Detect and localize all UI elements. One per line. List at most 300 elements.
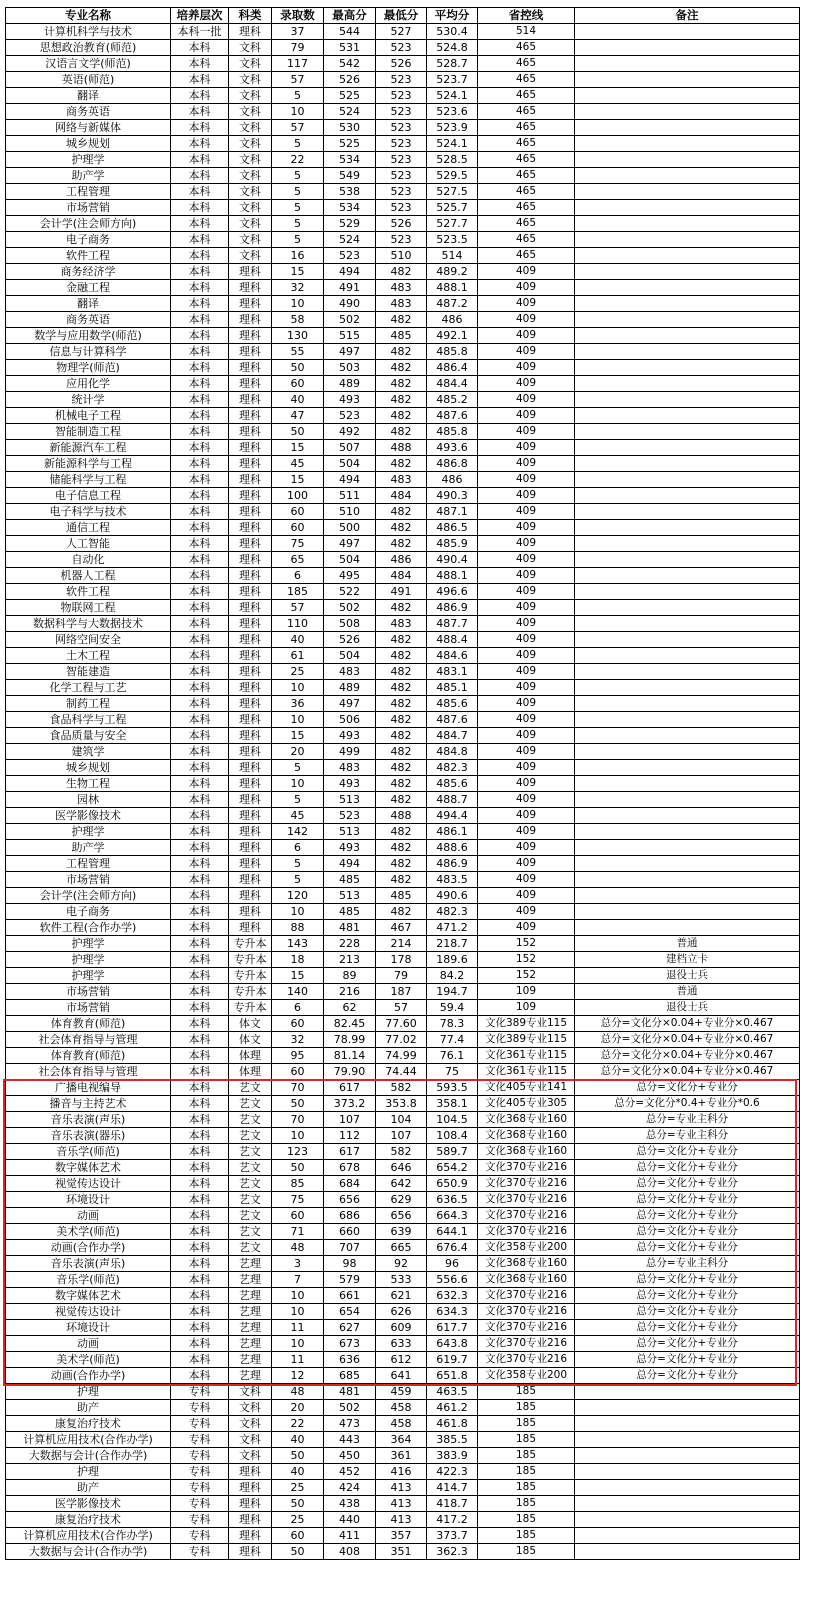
cell-max-score: 654 (324, 1304, 376, 1320)
cell-remarks (575, 712, 800, 728)
cell-control-line: 409 (478, 616, 575, 632)
cell-max-score: 678 (324, 1160, 376, 1176)
cell-control-line: 465 (478, 40, 575, 56)
cell-category: 理科 (229, 872, 272, 888)
cell-max-score: 617 (324, 1080, 376, 1096)
cell-max-score: 373.2 (324, 1096, 376, 1112)
cell-major: 生物工程 (6, 776, 171, 792)
cell-category: 理科 (229, 1496, 272, 1512)
cell-remarks (575, 840, 800, 856)
cell-category: 理科 (229, 280, 272, 296)
cell-min-score: 459 (376, 1384, 427, 1400)
cell-max-score: 438 (324, 1496, 376, 1512)
cell-major: 工程管理 (6, 184, 171, 200)
table-row (6, 1160, 800, 1176)
cell-control-line: 465 (478, 152, 575, 168)
cell-avg-score: 490.4 (427, 552, 478, 568)
cell-min-score: 485 (376, 888, 427, 904)
cell-major: 储能科学与工程 (6, 472, 171, 488)
cell-min-score: 482 (376, 824, 427, 840)
cell-remarks (575, 152, 800, 168)
cell-min-score: 187 (376, 984, 427, 1000)
cell-avg-score: 650.9 (427, 1176, 478, 1192)
cell-max-score: 485 (324, 872, 376, 888)
cell-level: 本科 (171, 232, 229, 248)
cell-admitted: 100 (272, 488, 324, 504)
table-row (6, 552, 800, 568)
cell-avg-score: 643.8 (427, 1336, 478, 1352)
cell-remarks (575, 104, 800, 120)
cell-control-line: 409 (478, 552, 575, 568)
cell-avg-score: 632.3 (427, 1288, 478, 1304)
header-min-score: 最低分 (376, 8, 427, 24)
cell-category: 理科 (229, 392, 272, 408)
cell-max-score: 502 (324, 312, 376, 328)
cell-avg-score: 664.3 (427, 1208, 478, 1224)
cell-major: 商务英语 (6, 312, 171, 328)
cell-level: 本科 (171, 1176, 229, 1192)
cell-max-score: 490 (324, 296, 376, 312)
cell-level: 本科 (171, 1064, 229, 1080)
cell-min-score: 413 (376, 1496, 427, 1512)
cell-admitted: 10 (272, 1128, 324, 1144)
cell-remarks: 总分=文化分+专业分 (575, 1144, 800, 1160)
table-row (6, 1288, 800, 1304)
cell-max-score: 513 (324, 888, 376, 904)
cell-control-line: 152 (478, 968, 575, 984)
cell-remarks (575, 648, 800, 664)
cell-max-score: 525 (324, 136, 376, 152)
cell-max-score: 494 (324, 264, 376, 280)
cell-major: 动画 (6, 1208, 171, 1224)
cell-major: 人工智能 (6, 536, 171, 552)
cell-remarks (575, 200, 800, 216)
cell-control-line: 465 (478, 120, 575, 136)
cell-control-line: 409 (478, 904, 575, 920)
cell-control-line: 409 (478, 392, 575, 408)
table-row (6, 984, 800, 1000)
cell-min-score: 482 (376, 504, 427, 520)
cell-major: 数字媒体艺术 (6, 1160, 171, 1176)
cell-remarks: 普通 (575, 984, 800, 1000)
cell-admitted: 5 (272, 168, 324, 184)
cell-admitted: 70 (272, 1080, 324, 1096)
cell-min-score: 458 (376, 1416, 427, 1432)
cell-control-line: 409 (478, 344, 575, 360)
cell-level: 专科 (171, 1544, 229, 1560)
cell-admitted: 47 (272, 408, 324, 424)
cell-min-score: 485 (376, 328, 427, 344)
cell-max-score: 452 (324, 1464, 376, 1480)
cell-admitted: 36 (272, 696, 324, 712)
cell-max-score: 481 (324, 1384, 376, 1400)
cell-major: 助产 (6, 1480, 171, 1496)
cell-category: 理科 (229, 552, 272, 568)
table-row (6, 632, 800, 648)
cell-remarks (575, 280, 800, 296)
cell-max-score: 538 (324, 184, 376, 200)
cell-level: 本科 (171, 1352, 229, 1368)
table-row (6, 392, 800, 408)
cell-level: 本科 (171, 40, 229, 56)
cell-major: 音乐表演(器乐) (6, 1128, 171, 1144)
cell-level: 本科 (171, 728, 229, 744)
cell-avg-score: 488.1 (427, 280, 478, 296)
cell-admitted: 110 (272, 616, 324, 632)
cell-max-score: 497 (324, 696, 376, 712)
cell-max-score: 112 (324, 1128, 376, 1144)
cell-level: 本科 (171, 1080, 229, 1096)
cell-level: 本科 (171, 1208, 229, 1224)
cell-max-score: 408 (324, 1544, 376, 1560)
cell-avg-score: 488.4 (427, 632, 478, 648)
header-avg-score: 平均分 (427, 8, 478, 24)
table-row (6, 1192, 800, 1208)
cell-max-score: 216 (324, 984, 376, 1000)
cell-category: 文科 (229, 1400, 272, 1416)
cell-level: 本科 (171, 168, 229, 184)
table-row (6, 488, 800, 504)
table-row (6, 856, 800, 872)
cell-remarks (575, 24, 800, 40)
cell-remarks (575, 1448, 800, 1464)
cell-max-score: 489 (324, 680, 376, 696)
table-row (6, 920, 800, 936)
cell-min-score: 523 (376, 152, 427, 168)
cell-category: 艺文 (229, 1160, 272, 1176)
cell-max-score: 497 (324, 536, 376, 552)
cell-major: 会计学(注会师方向) (6, 216, 171, 232)
cell-avg-score: 484.8 (427, 744, 478, 760)
cell-category: 理科 (229, 680, 272, 696)
cell-category: 艺理 (229, 1288, 272, 1304)
cell-level: 本科 (171, 584, 229, 600)
cell-avg-score: 108.4 (427, 1128, 478, 1144)
cell-control-line: 文化370专业216 (478, 1352, 575, 1368)
cell-category: 理科 (229, 600, 272, 616)
cell-admitted: 50 (272, 424, 324, 440)
cell-max-score: 491 (324, 280, 376, 296)
cell-remarks: 退役士兵 (575, 1000, 800, 1016)
cell-major: 电子商务 (6, 232, 171, 248)
cell-max-score: 504 (324, 648, 376, 664)
cell-remarks (575, 1528, 800, 1544)
cell-level: 本科 (171, 120, 229, 136)
cell-major: 土木工程 (6, 648, 171, 664)
cell-remarks (575, 296, 800, 312)
cell-major: 美术学(师范) (6, 1352, 171, 1368)
cell-major: 助产学 (6, 168, 171, 184)
cell-control-line: 409 (478, 760, 575, 776)
cell-control-line: 文化370专业216 (478, 1304, 575, 1320)
cell-min-score: 523 (376, 184, 427, 200)
cell-admitted: 10 (272, 1288, 324, 1304)
table-row (6, 1176, 800, 1192)
cell-category: 文科 (229, 1384, 272, 1400)
cell-level: 本科 (171, 680, 229, 696)
cell-major: 体育教育(师范) (6, 1016, 171, 1032)
cell-remarks (575, 600, 800, 616)
cell-control-line: 文化389专业115 (478, 1032, 575, 1048)
cell-avg-score: 619.7 (427, 1352, 478, 1368)
cell-category: 文科 (229, 1432, 272, 1448)
cell-level: 本科 (171, 296, 229, 312)
cell-level: 本科 (171, 344, 229, 360)
cell-admitted: 71 (272, 1224, 324, 1240)
cell-min-score: 523 (376, 40, 427, 56)
cell-avg-score: 418.7 (427, 1496, 478, 1512)
table-row (6, 728, 800, 744)
cell-avg-score: 485.1 (427, 680, 478, 696)
cell-min-score: 482 (376, 600, 427, 616)
cell-category: 理科 (229, 584, 272, 600)
cell-remarks (575, 216, 800, 232)
cell-max-score: 524 (324, 232, 376, 248)
cell-major: 电子商务 (6, 904, 171, 920)
cell-admitted: 32 (272, 280, 324, 296)
cell-max-score: 497 (324, 344, 376, 360)
cell-max-score: 489 (324, 376, 376, 392)
cell-remarks (575, 1480, 800, 1496)
cell-level: 专科 (171, 1448, 229, 1464)
cell-category: 文科 (229, 104, 272, 120)
cell-category: 理科 (229, 904, 272, 920)
cell-level: 本科 (171, 648, 229, 664)
table-body (6, 24, 800, 1560)
cell-category: 艺文 (229, 1128, 272, 1144)
cell-avg-score: 617.7 (427, 1320, 478, 1336)
table-row (6, 760, 800, 776)
cell-admitted: 10 (272, 904, 324, 920)
cell-level: 本科 (171, 88, 229, 104)
table-row (6, 1336, 800, 1352)
cell-admitted: 79 (272, 40, 324, 56)
cell-major: 计算机科学与技术 (6, 24, 171, 40)
cell-max-score: 617 (324, 1144, 376, 1160)
cell-avg-score: 524.8 (427, 40, 478, 56)
cell-category: 艺文 (229, 1224, 272, 1240)
cell-admitted: 57 (272, 120, 324, 136)
cell-category: 文科 (229, 56, 272, 72)
cell-max-score: 684 (324, 1176, 376, 1192)
cell-min-score: 523 (376, 136, 427, 152)
cell-avg-score: 492.1 (427, 328, 478, 344)
cell-category: 理科 (229, 728, 272, 744)
cell-min-score: 656 (376, 1208, 427, 1224)
cell-level: 本科 (171, 536, 229, 552)
cell-min-score: 482 (376, 664, 427, 680)
cell-remarks (575, 168, 800, 184)
cell-remarks (575, 120, 800, 136)
table-row (6, 648, 800, 664)
cell-remarks (575, 824, 800, 840)
cell-min-score: 642 (376, 1176, 427, 1192)
cell-level: 本科 (171, 104, 229, 120)
cell-remarks (575, 1544, 800, 1560)
cell-level: 本科 (171, 552, 229, 568)
cell-level: 本科 (171, 520, 229, 536)
cell-remarks (575, 456, 800, 472)
cell-level: 本科 (171, 488, 229, 504)
cell-admitted: 45 (272, 808, 324, 824)
cell-admitted: 50 (272, 1448, 324, 1464)
cell-category: 艺文 (229, 1176, 272, 1192)
cell-major: 会计学(注会师方向) (6, 888, 171, 904)
cell-admitted: 7 (272, 1272, 324, 1288)
cell-level: 专科 (171, 1384, 229, 1400)
table-row (6, 280, 800, 296)
cell-avg-score: 485.8 (427, 424, 478, 440)
cell-level: 本科 (171, 888, 229, 904)
table-row (6, 600, 800, 616)
cell-min-score: 482 (376, 520, 427, 536)
cell-min-score: 467 (376, 920, 427, 936)
table-row (6, 1400, 800, 1416)
table-row (6, 56, 800, 72)
cell-admitted: 10 (272, 712, 324, 728)
cell-category: 艺理 (229, 1368, 272, 1384)
cell-avg-score: 78.3 (427, 1016, 478, 1032)
cell-major: 制药工程 (6, 696, 171, 712)
cell-major: 护理学 (6, 824, 171, 840)
cell-major: 城乡规划 (6, 760, 171, 776)
table-row (6, 616, 800, 632)
cell-major: 环境设计 (6, 1320, 171, 1336)
cell-admitted: 5 (272, 216, 324, 232)
cell-level: 本科 (171, 136, 229, 152)
cell-min-score: 482 (376, 776, 427, 792)
table-row (6, 1096, 800, 1112)
cell-min-score: 526 (376, 56, 427, 72)
cell-control-line: 409 (478, 824, 575, 840)
table-row (6, 72, 800, 88)
cell-max-score: 62 (324, 1000, 376, 1016)
cell-category: 艺文 (229, 1096, 272, 1112)
cell-major: 机械电子工程 (6, 408, 171, 424)
cell-major: 机器人工程 (6, 568, 171, 584)
cell-max-score: 504 (324, 552, 376, 568)
cell-avg-score: 486.9 (427, 600, 478, 616)
cell-category: 理科 (229, 264, 272, 280)
cell-category: 理科 (229, 712, 272, 728)
cell-category: 理科 (229, 856, 272, 872)
cell-max-score: 673 (324, 1336, 376, 1352)
cell-category: 艺文 (229, 1240, 272, 1256)
cell-admitted: 20 (272, 1400, 324, 1416)
cell-max-score: 499 (324, 744, 376, 760)
cell-admitted: 22 (272, 152, 324, 168)
cell-avg-score: 362.3 (427, 1544, 478, 1560)
cell-category: 文科 (229, 1448, 272, 1464)
cell-admitted: 10 (272, 1336, 324, 1352)
cell-min-score: 353.8 (376, 1096, 427, 1112)
cell-min-score: 482 (376, 744, 427, 760)
cell-control-line: 文化358专业200 (478, 1368, 575, 1384)
cell-min-score: 482 (376, 648, 427, 664)
table-row (6, 360, 800, 376)
cell-level: 本科 (171, 1144, 229, 1160)
cell-avg-score: 528.5 (427, 152, 478, 168)
cell-remarks (575, 536, 800, 552)
cell-major: 播音与主持艺术 (6, 1096, 171, 1112)
cell-major: 工程管理 (6, 856, 171, 872)
table-row (6, 152, 800, 168)
cell-avg-score: 383.9 (427, 1448, 478, 1464)
cell-major: 软件工程 (6, 584, 171, 600)
cell-level: 本科 (171, 200, 229, 216)
cell-level: 本科 (171, 712, 229, 728)
cell-category: 理科 (229, 776, 272, 792)
cell-control-line: 文化368专业160 (478, 1272, 575, 1288)
cell-major: 建筑学 (6, 744, 171, 760)
cell-category: 理科 (229, 536, 272, 552)
cell-category: 文科 (229, 168, 272, 184)
cell-max-score: 526 (324, 72, 376, 88)
cell-max-score: 513 (324, 824, 376, 840)
cell-category: 理科 (229, 376, 272, 392)
cell-avg-score: 76.1 (427, 1048, 478, 1064)
cell-admitted: 60 (272, 1208, 324, 1224)
cell-major: 护理学 (6, 968, 171, 984)
cell-admitted: 50 (272, 1496, 324, 1512)
cell-remarks (575, 40, 800, 56)
cell-category: 理科 (229, 408, 272, 424)
cell-control-line: 409 (478, 872, 575, 888)
cell-control-line: 409 (478, 744, 575, 760)
cell-remarks: 总分=文化分×0.04+专业分×0.467 (575, 1016, 800, 1032)
table-row (6, 1416, 800, 1432)
cell-avg-score: 490.6 (427, 888, 478, 904)
cell-control-line: 文化389专业115 (478, 1016, 575, 1032)
cell-category: 理科 (229, 328, 272, 344)
cell-avg-score: 651.8 (427, 1368, 478, 1384)
cell-category: 文科 (229, 152, 272, 168)
cell-major: 数据科学与大数据技术 (6, 616, 171, 632)
cell-control-line: 409 (478, 888, 575, 904)
cell-remarks: 总分=文化分*0.4+专业分*0.6 (575, 1096, 800, 1112)
cell-category: 艺理 (229, 1256, 272, 1272)
cell-remarks (575, 632, 800, 648)
table-row (6, 808, 800, 824)
cell-major: 社会体育指导与管理 (6, 1064, 171, 1080)
cell-avg-score: 77.4 (427, 1032, 478, 1048)
cell-control-line: 465 (478, 136, 575, 152)
cell-category: 专升本 (229, 1000, 272, 1016)
table-row (6, 1304, 800, 1320)
cell-remarks (575, 472, 800, 488)
table-row (6, 1032, 800, 1048)
cell-level: 本科 (171, 1048, 229, 1064)
cell-min-score: 639 (376, 1224, 427, 1240)
cell-min-score: 523 (376, 88, 427, 104)
cell-max-score: 530 (324, 120, 376, 136)
cell-level: 本科 (171, 440, 229, 456)
table-row (6, 696, 800, 712)
table-row (6, 136, 800, 152)
cell-major: 视觉传达设计 (6, 1176, 171, 1192)
cell-major: 音乐表演(声乐) (6, 1256, 171, 1272)
cell-remarks (575, 664, 800, 680)
cell-major: 软件工程 (6, 248, 171, 264)
cell-level: 本科 (171, 984, 229, 1000)
cell-admitted: 55 (272, 344, 324, 360)
cell-avg-score: 471.2 (427, 920, 478, 936)
cell-min-score: 665 (376, 1240, 427, 1256)
cell-major: 美术学(师范) (6, 1224, 171, 1240)
cell-level: 本科 (171, 72, 229, 88)
cell-remarks (575, 696, 800, 712)
cell-major: 康复治疗技术 (6, 1416, 171, 1432)
